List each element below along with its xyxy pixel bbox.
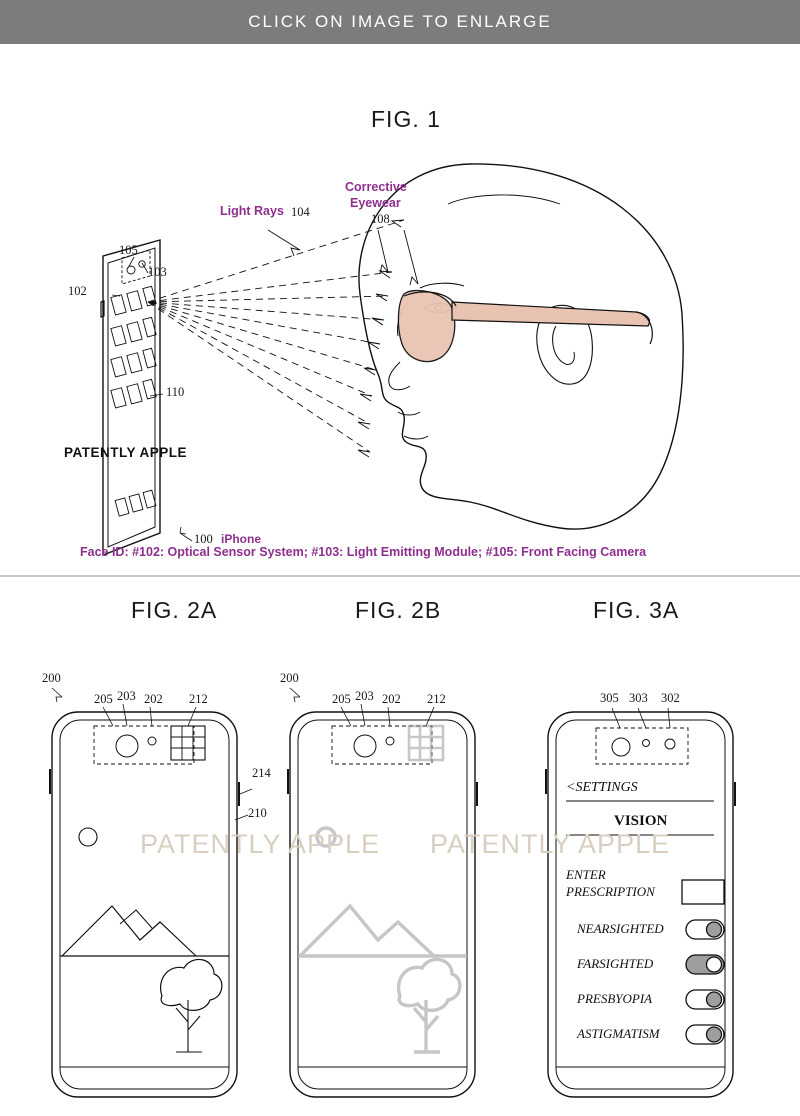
fig2a-num-203: 203 [117,689,136,703]
banner-label: CLICK ON IMAGE TO ENLARGE [248,12,552,31]
fig1-eyewear-label-line2: Eyewear [350,196,401,210]
fig1-eyewear-label-line1: Corrective [345,180,407,194]
fig1-num-100: 100 [194,532,213,546]
fig2a-num-212: 212 [189,692,208,706]
fig2a-watermark: PATENTLY APPLE [140,829,381,859]
fig1-num-110: 110 [166,385,185,399]
fig2a-num-214: 214 [252,766,271,780]
toggle-presbyopia[interactable] [686,990,724,1009]
fig3a-num-302: 302 [661,691,680,705]
fig1-num-102: 102 [68,284,87,298]
fig2b-num-205: 205 [332,692,351,706]
enter-prescription-line2: PRESCRIPTION [566,884,655,899]
prescription-input[interactable] [683,882,723,902]
fig2a-num-202: 202 [144,692,163,706]
fig1-light-rays-label: Light Rays [220,204,284,218]
fig1-num-103: 103 [148,265,167,279]
fig2a-num-200: 200 [42,671,61,685]
fig2-fig3-drawings [0,44,800,1116]
fig2b-num-212: 212 [427,692,446,706]
toggle-farsighted[interactable] [686,955,724,974]
fig2b-num-200: 200 [280,671,299,685]
fig1-watermark: PATENTLY APPLE [64,445,188,460]
fig1-num-105: 105 [119,243,138,257]
fig2a-label: FIG. 2A [131,597,218,623]
fig1-caption: Face ID: #102: Optical Sensor System; #103: Light Emitting Module; #105: Front Facing Camera [80,545,647,559]
fig2a-num-210: 210 [248,806,267,820]
fig2b-watermark: PATENTLY APPLE [430,829,671,859]
fig2b-num-202: 202 [382,692,401,706]
option-label-farsighted: FARSIGHTED [577,956,654,971]
settings-back-link[interactable]: <SETTINGS [566,780,638,795]
fig1-num-104: 104 [291,205,310,219]
fig2b-label: FIG. 2B [355,597,442,623]
option-label-presbyopia: PRESBYOPIA [577,991,653,1006]
vision-title: VISION [614,813,668,829]
fig1-num-108: 108 [371,212,390,226]
toggle-nearsighted[interactable] [686,920,724,939]
fig3a-label: FIG. 3A [593,597,680,623]
patent-figure-sheet [0,44,800,1116]
enlarge-banner[interactable] [0,0,800,44]
fig2b-num-203: 203 [355,689,374,703]
fig1-label: FIG. 1 [371,106,441,132]
fig1-iphone-label: iPhone [221,532,262,546]
enter-prescription-line1: ENTER [566,867,606,882]
toggle-astigmatism[interactable] [686,1025,724,1044]
fig2a-num-205: 205 [94,692,113,706]
fig3a-num-305: 305 [600,691,619,705]
option-label-nearsighted: NEARSIGHTED [577,921,664,936]
option-label-astigmatism: ASTIGMATISM [577,1026,660,1041]
fig3a-num-303: 303 [629,691,648,705]
